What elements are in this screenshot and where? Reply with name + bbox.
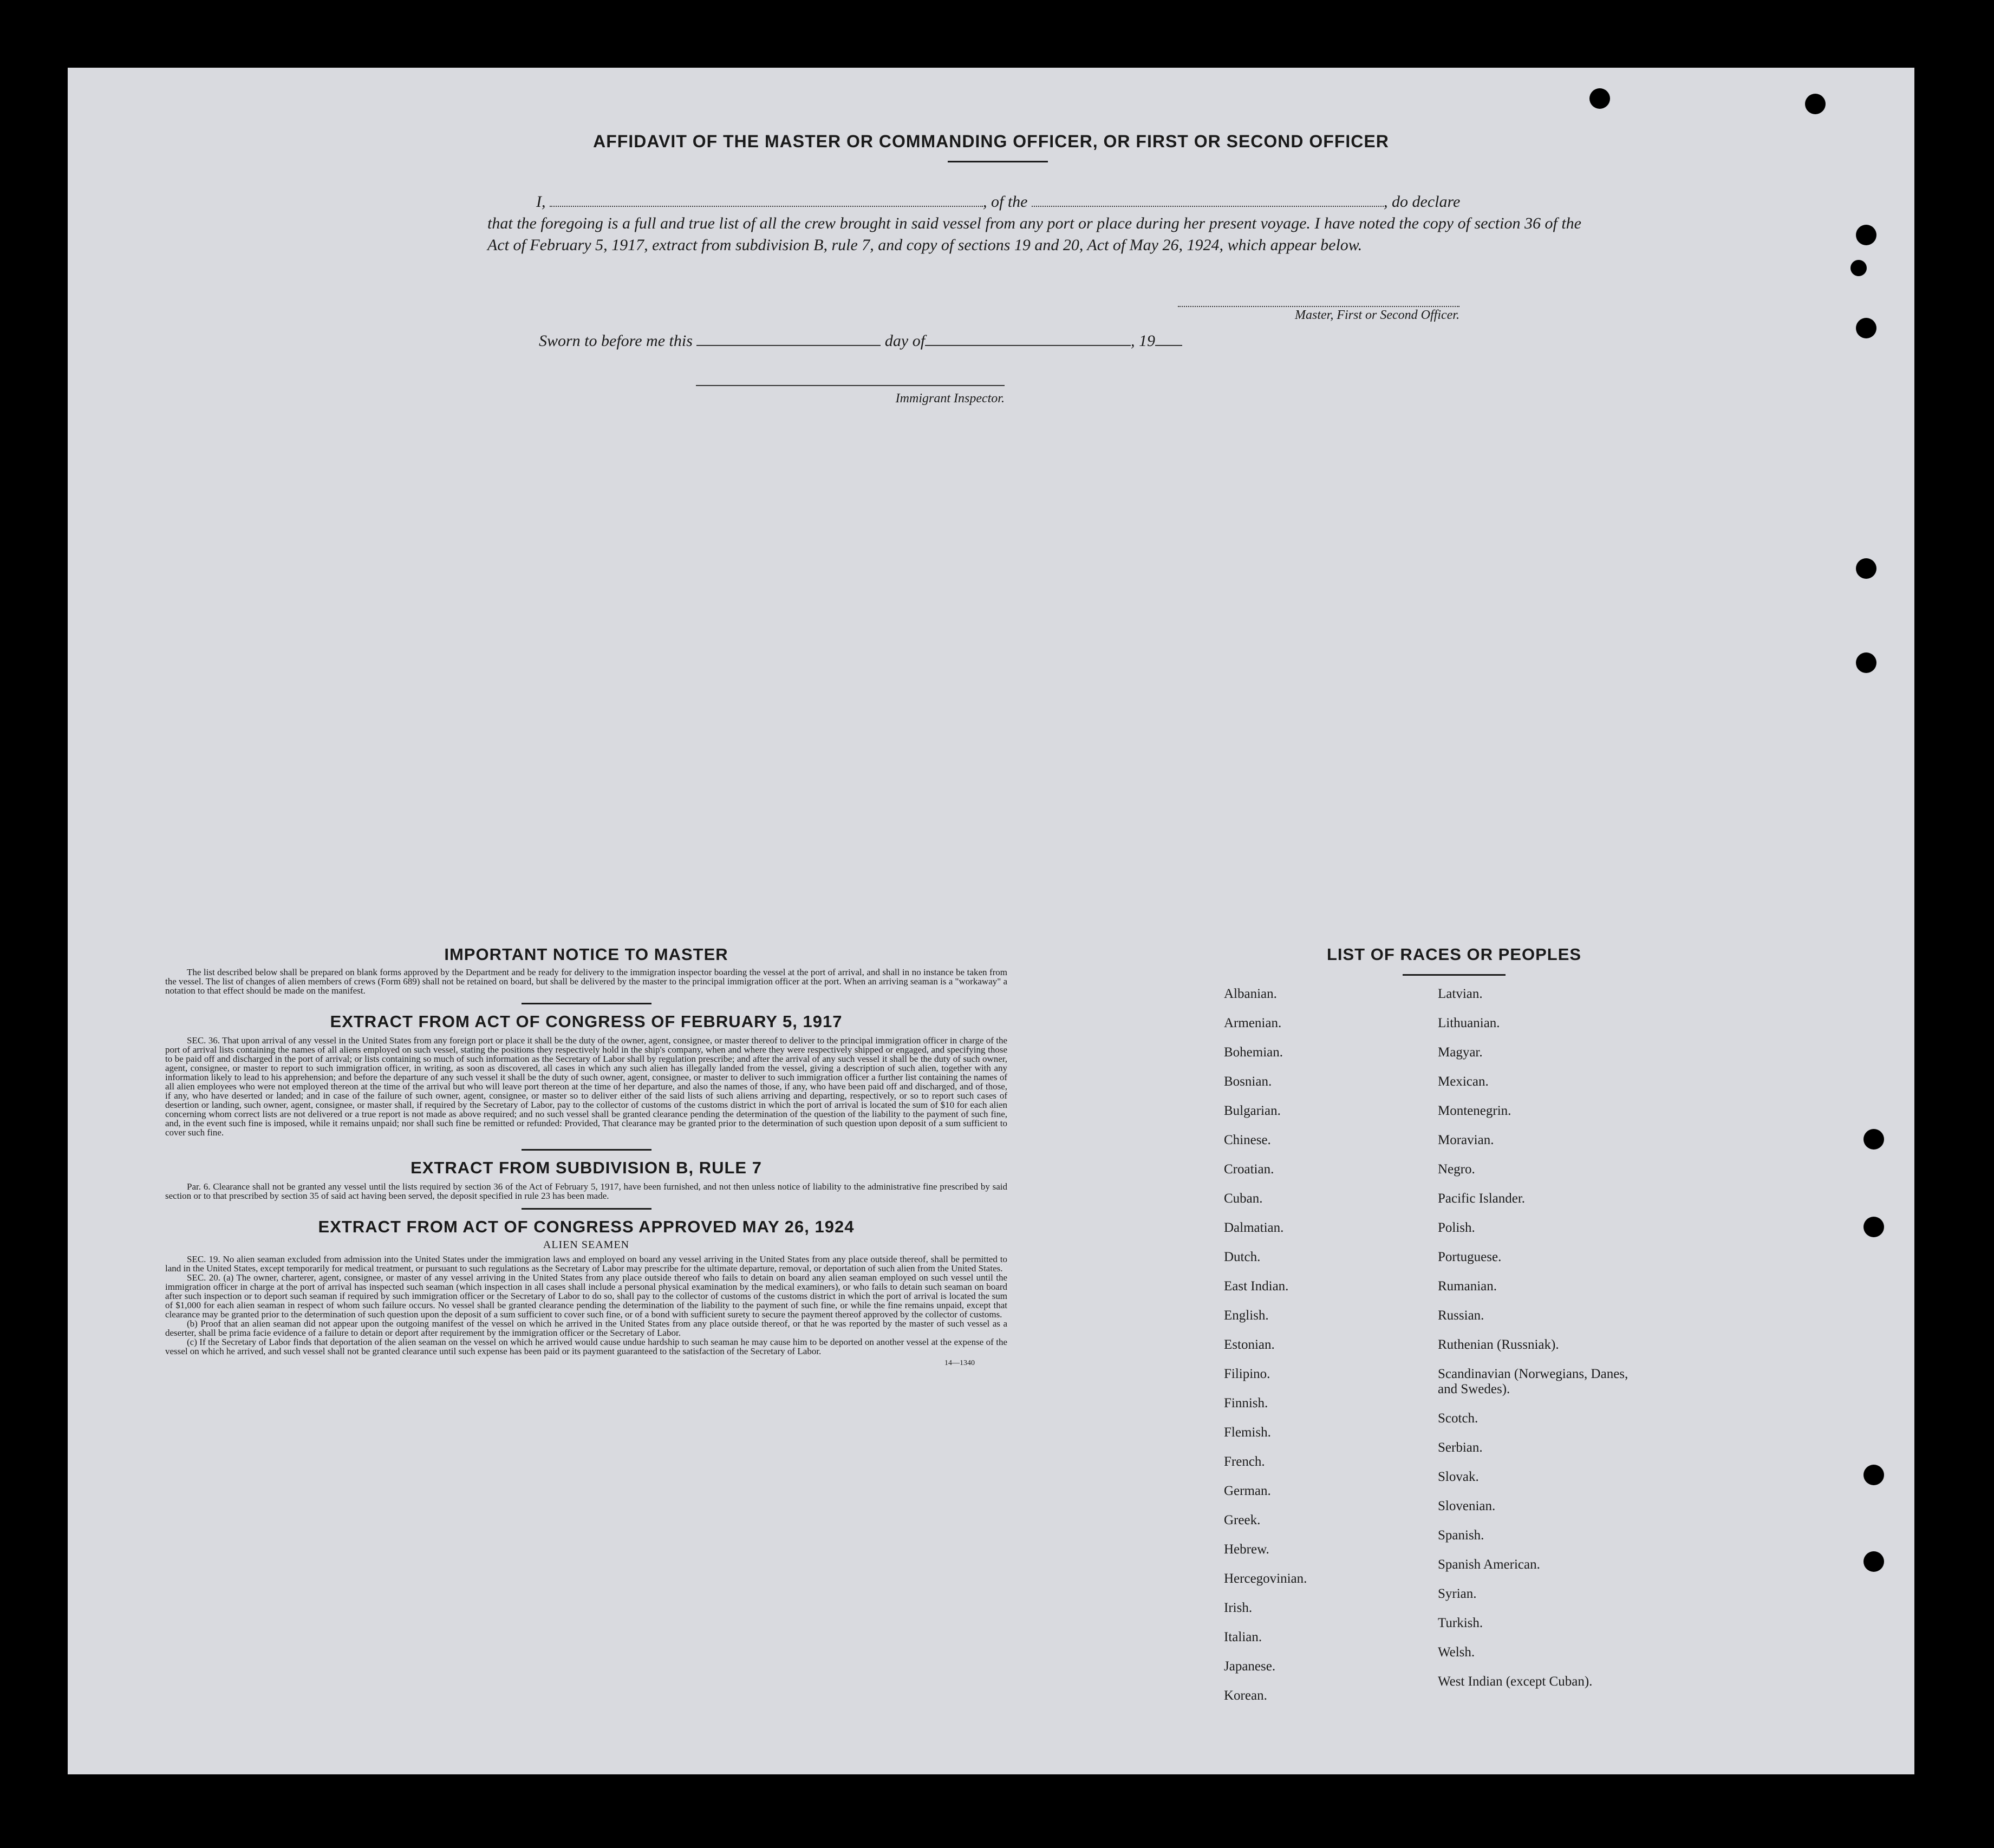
subdivision-b-text: Par. 6. Clearance shall not be granted any vessel until the lists required by section 36 of the Act of February 5, 1917, have been furnished, and not then unless notice of liability to the administrative fine prescribed by said section or to that prescribed by section 35 of said act having been served, the deposit specified in rule 23 has been made.: [165, 1181, 1007, 1201]
race-item: Bohemian.: [1224, 1045, 1283, 1060]
races-right-column: [1438, 987, 1654, 1718]
sec-20-c: (c) If the Secretary of Labor finds that deportation of the alien seaman on the vessel on which he arrived would cause undue hardship to such seaman he may cause him to be deported on another vessel at the expense of the vessel on which he arrived, and such vessel shall not be granted clearance until such expense has been paid or its payment guaranteed to the satisfaction of the Secretary of Labor.: [165, 1337, 1007, 1356]
legal-extracts: [165, 945, 1007, 1368]
sworn-line: Sworn to before me this day of , 19: [539, 332, 1182, 350]
race-item: Portuguese.: [1438, 1250, 1502, 1264]
subdivision-b-title: EXTRACT FROM SUBDIVISION B, RULE 7: [410, 1158, 762, 1177]
race-item: Mexican.: [1438, 1074, 1489, 1089]
title-divider: [948, 161, 1048, 162]
vessel-name-blank[interactable]: [1032, 206, 1384, 207]
race-item: Pacific Islander.: [1438, 1191, 1526, 1206]
divider: [522, 1208, 651, 1210]
document-page: [68, 68, 1914, 1774]
sworn-year-blank[interactable]: [1155, 345, 1182, 346]
race-item: Estonian.: [1224, 1337, 1275, 1352]
race-item: East Indian.: [1224, 1279, 1289, 1294]
sworn-month-blank[interactable]: [925, 345, 1131, 346]
notice-text: The list described below shall be prepared on blank forms approved by the Department and be ready for delivery to the immigration inspector boarding the vessel at the port of arrival, and shall in no instance be taken from the vessel. The list of changes of alien members of crews (Form 689) shall not be retained on board, but shall be delivered by the master to the principal immigration officer at the port. When an arriving seaman is a "workaway" a notation to that effect should be made on the manifest.: [165, 967, 1007, 996]
race-item: Turkish.: [1438, 1616, 1483, 1630]
race-item: Syrian.: [1438, 1586, 1477, 1601]
race-item: Dutch.: [1224, 1250, 1261, 1264]
race-item: English.: [1224, 1308, 1269, 1323]
form-number: 14—1340: [944, 1359, 975, 1367]
race-item: Welsh.: [1438, 1645, 1475, 1660]
extract-1917-title: EXTRACT FROM ACT OF CONGRESS OF FEBRUARY 5, 1917: [330, 1012, 843, 1031]
punch-hole: [1850, 260, 1867, 276]
master-signature-line[interactable]: [1178, 306, 1459, 307]
punch-hole: [1856, 652, 1876, 673]
punch-hole: [1863, 1129, 1884, 1150]
punch-hole: [1863, 1465, 1884, 1485]
master-caption: Master, First or Second Officer.: [1295, 308, 1459, 322]
divider: [522, 1149, 651, 1151]
race-item: Slovenian.: [1438, 1499, 1496, 1513]
race-item: Latvian.: [1438, 987, 1483, 1001]
race-item: Spanish.: [1438, 1528, 1484, 1543]
affidavit-statement: [487, 191, 1581, 256]
race-item: West Indian (except Cuban).: [1438, 1674, 1593, 1689]
race-item: Scandinavian (Norwegians, Danes, and Swedes).: [1438, 1367, 1628, 1396]
race-item: Montenegrin.: [1438, 1103, 1511, 1118]
race-item: Spanish American.: [1438, 1557, 1540, 1572]
race-item: Scotch.: [1438, 1411, 1478, 1426]
affidavit-title: AFFIDAVIT OF THE MASTER OR COMMANDING OFFICER, OR FIRST OR SECOND OFFICER: [593, 132, 1389, 151]
races-title: LIST OF RACES OR PEOPLES: [1326, 945, 1582, 964]
race-item: Chinese.: [1224, 1133, 1271, 1147]
race-item: Slovak.: [1438, 1470, 1479, 1484]
inspector-signature-line[interactable]: [696, 385, 1005, 386]
race-item: Croatian.: [1224, 1162, 1274, 1177]
inspector-signature-block: [696, 385, 1005, 406]
race-item: Serbian.: [1438, 1440, 1483, 1455]
race-item: Greek.: [1224, 1513, 1261, 1527]
race-item: Magyar.: [1438, 1045, 1483, 1060]
race-item: Armenian.: [1224, 1016, 1282, 1030]
sec-20-b: (b) Proof that an alien seaman did not appear upon the outgoing manifest of the vessel on which he arrived in the United States from any place outside thereof, or that he was reported by the master of such vessel as a deserter, shall be prima facie evidence of a failure to detain or deport after requirement by the immigration officer or the Secretary of Labor.: [165, 1318, 1007, 1338]
sworn-day-blank[interactable]: [696, 345, 881, 346]
race-item: Rumanian.: [1438, 1279, 1497, 1294]
extract-1924-title: EXTRACT FROM ACT OF CONGRESS APPROVED MAY 26, 1924: [318, 1217, 855, 1236]
race-item: Japanese.: [1224, 1659, 1276, 1674]
race-item: Ruthenian (Russniak).: [1438, 1337, 1559, 1352]
punch-hole: [1863, 1551, 1884, 1572]
race-item: Filipino.: [1224, 1367, 1270, 1381]
extract-1917-text: SEC. 36. That upon arrival of any vessel in the United States from any foreign port or place it shall be the duty of the owner, agent, consignee, or master thereof to deliver to the principal immigration officer in charge of the port of arrival lists containing the names of all aliens employed on such vessel, stating the positions they respectively hold in the ship's company, when and where they were respectively shipped or engaged, and specifying those to be paid off and discharged in the port of arrival; or lists containing so much of such information as the Secretary of Labor shall by regulation prescribe; and after the arrival of any such vessel it shall be the duty of such owner, agent, consignee, or master to report to such immigration officer, in writing, as soon as discovered, all cases in which any such alien has illegally landed from the vessel, giving a description of such alien, together with any information likely to lead to his apprehension; and before the departure of any such vessel it shall be the duty of such owner, agent, consignee, or master to deliver to such immigration officer a further list containing the names of all alien employees who were not employed thereon at the time of the arrival but who will leave port thereon at the time of her departure, and also the names of those, if any, who have been paid off and discharged, and of those, if any, who have deserted or landed; and in case of the failure of such owner, agent, consignee, or master so to deliver either of the said lists of such aliens arriving and departing, respectively, or so to report such cases of desertion or landing, such owner, agent, consignee, or master shall, if required by the Secretary of Labor, pay to the collector of customs of the customs district in which the port of arrival is located the sum of $10 for each alien concerning whom correct lists are not delivered or a true report is not made as above required; and no such vessel shall be granted clearance pending the determination of the question of the liability to the payment of such fine, and, in the event such fine is imposed, while it remains unpaid; nor shall such fine be remitted or refunded: Provided, That clearance may be granted prior to the determination of such question upon deposit of a sum sufficient to cover such fine.: [165, 1035, 1007, 1138]
race-item: Bulgarian.: [1224, 1103, 1281, 1118]
race-item: German.: [1224, 1484, 1271, 1498]
race-item: Finnish.: [1224, 1396, 1268, 1411]
punch-hole: [1805, 94, 1826, 114]
race-item: Lithuanian.: [1438, 1016, 1500, 1030]
race-item: Moravian.: [1438, 1133, 1494, 1147]
notice-title: IMPORTANT NOTICE TO MASTER: [444, 945, 728, 964]
punch-hole: [1856, 318, 1876, 338]
races-left-column: [1224, 987, 1438, 1718]
punch-hole: [1856, 225, 1876, 245]
punch-hole: [1856, 558, 1876, 579]
sec-20-a: SEC. 20. (a) The owner, charterer, agent, consignee, or master of any vessel arriving in the United States from any place outside thereof who fails to detain on board any alien seaman employed on such vessel until the immigration officer in charge at the port of arrival has inspected such seaman (which inspection in all cases shall include a personal physical examination by the medical examiners), or who fails to detain such seaman on board after such inspection or to deport such seaman if required by such immigration officer or the Secretary of Labor to do so, shall pay to the collector of customs of the customs district in which the port of arrival is located the sum of $1,000 for each alien seaman in respect of whom such failure occurs. No vessel shall be granted clearance pending the determination of the liability to the payment of such fine, or while the fine remains unpaid, except that clearance may be granted prior to the determination of such question upon the deposit of a sum sufficient to cover such fine, or of a bond with sufficient surety to secure the payment thereof approved by the collector of customs.: [165, 1272, 1007, 1320]
race-item: Irish.: [1224, 1601, 1253, 1615]
inspector-caption: Immigrant Inspector.: [895, 391, 1005, 406]
race-item: Cuban.: [1224, 1191, 1263, 1206]
races-grid: [1224, 987, 1725, 1718]
race-item: Albanian.: [1224, 987, 1277, 1001]
race-item: Hercegovinian.: [1224, 1571, 1307, 1586]
punch-hole: [1589, 88, 1610, 109]
race-item: Bosnian.: [1224, 1074, 1272, 1089]
race-item: Korean.: [1224, 1688, 1267, 1703]
alien-seamen-subtitle: ALIEN SEAMEN: [543, 1239, 630, 1251]
master-signature-block: [1178, 306, 1459, 323]
race-item: Italian.: [1224, 1630, 1262, 1644]
race-item: Russian.: [1438, 1308, 1484, 1323]
sec-19: SEC. 19. No alien seaman excluded from admission into the United States under the immigration laws and employed on board any vessel arriving in the United States from any place outside thereof, shall be permitted to land in the United States, except temporarily for medical treatment, or pursuant to such regulations as the Secretary of Labor may prescribe for the ultimate departure, removal, or deportation of such alien from the United States.: [165, 1254, 1007, 1274]
race-item: Polish.: [1438, 1220, 1475, 1235]
declaration-line: I, , of the , do declare: [536, 193, 1461, 211]
officer-name-blank[interactable]: [550, 206, 983, 207]
affidavit-body-text: that the foregoing is a full and true list of all the crew brought in said vessel from any port or place during her present voyage. I have noted the copy of section 36 of the Act of February 5, 1917, extract from subdivision B, rule 7, and copy of sections 19 and 20, Act of May 26, 1924, which appear below.: [487, 214, 1581, 254]
divider: [522, 1003, 651, 1004]
race-item: Negro.: [1438, 1162, 1475, 1177]
race-item: Dalmatian.: [1224, 1220, 1284, 1235]
races-list: [1183, 945, 1725, 1718]
divider: [1403, 974, 1506, 976]
extract-1924-text: [165, 1255, 1007, 1356]
punch-hole: [1863, 1217, 1884, 1237]
race-item: Flemish.: [1224, 1425, 1271, 1440]
race-item: Hebrew.: [1224, 1542, 1269, 1557]
race-item: French.: [1224, 1454, 1265, 1469]
